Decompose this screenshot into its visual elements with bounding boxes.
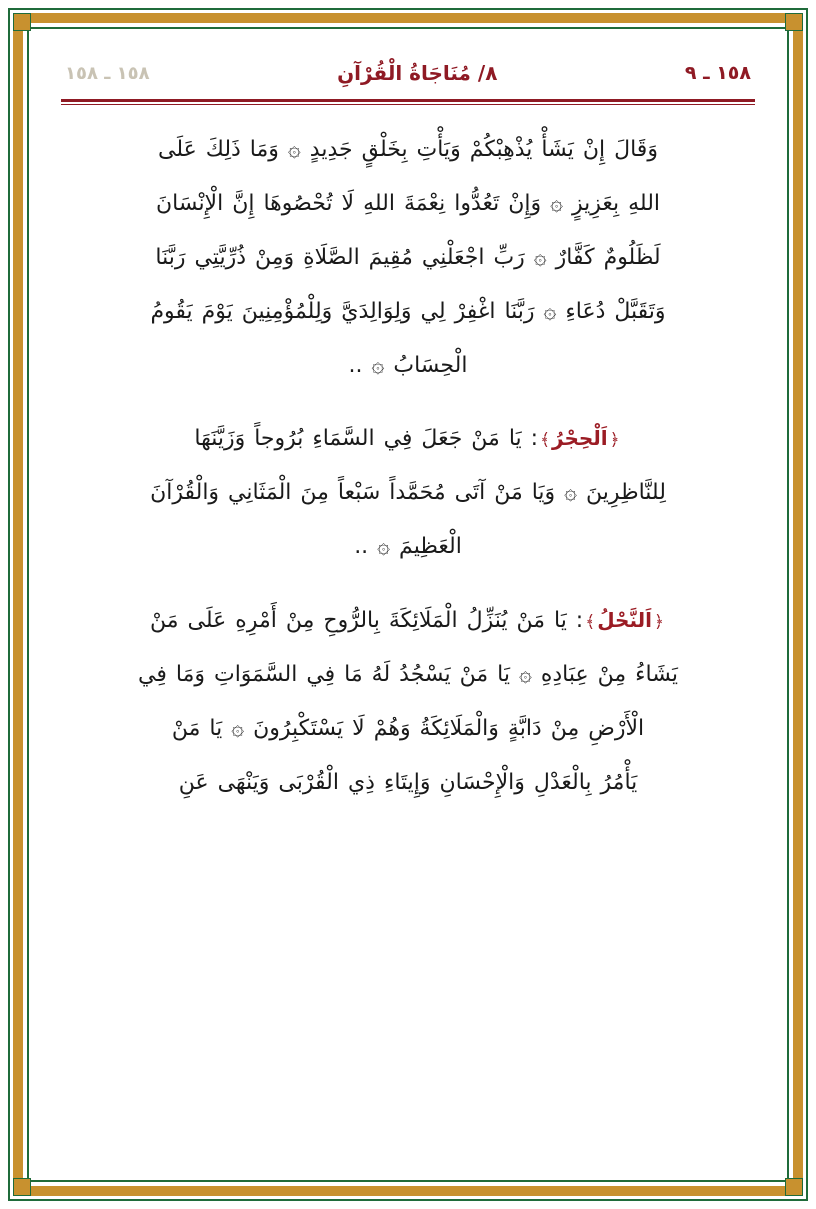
border-corner-top-left (13, 13, 31, 31)
ornament-tag-close: ﴾ (540, 430, 551, 451)
page-content (33, 33, 783, 1176)
text-line-with-surah-tag: ﴿اَلنَّحْلُ﴾: يَا مَنْ يُنَزِّلُ الْمَلَائِكَةَ بِالرُّوحِ مِنْ أَمْرِهِ عَلَى مَنْ (150, 608, 664, 634)
ornament-tag-open: ﴿ (609, 430, 620, 451)
text-line: وَتَقَبَّلْ دُعَاءِ ۞ رَبَّنَا اغْفِرْ لِي وَلِوَالِدَيَّ وَلِلْمُؤْمِنِينَ يَوْمَ يَقُومُ (150, 298, 666, 324)
page-title: ٨/ مُنَاجَاةُ الْقُرْآنِ (337, 61, 498, 85)
surah-tag-nahl: اَلنَّحْلُ (597, 608, 652, 633)
document-body (59, 123, 757, 810)
text-line: يَشَاءُ مِنْ عِبَادِهِ ۞ يَا مَنْ يَسْجُدُ لَهُ مَا فِي السَّمَوَاتِ وَمَا فِي (138, 662, 678, 688)
text-line: الْحِسَابُ ۞ .. (348, 352, 468, 378)
page-header (59, 55, 757, 93)
block-spacer (59, 392, 757, 412)
text-line: اللهِ بِعَزِيزٍ ۞ وَإِنْ تَعُدُّوا نِعْمَةَ اللهِ لَا تُحْصُوهَا إِنَّ الْإِنْسَانَ (155, 190, 661, 216)
border-corner-bottom-left (13, 1178, 31, 1196)
header-divider-thin (61, 104, 755, 105)
page-number-watermark: ١٥٨ ـ ١٥٨ (65, 62, 150, 84)
text-line: لِلنَّاظِرِينَ ۞ وَيَا مَنْ آتَى مُحَمَّداً سَبْعاً مِنَ الْمَثَانِي وَالْقُرْآنَ (150, 480, 666, 506)
text-line-with-surah-tag: ﴿اَلْحِجْرُ﴾: يَا مَنْ جَعَلَ فِي السَّمَاءِ بُرُوجاً وَزَيَّنَهَا (194, 426, 620, 452)
ornament-tag-close: ﴾ (585, 612, 596, 633)
border-corner-top-right (785, 13, 803, 31)
header-divider-thick (61, 99, 755, 102)
text-line: يَا مَنْ يُنَزِّلُ الْمَلَائِكَةَ بِالرُّوحِ مِنْ أَمْرِهِ عَلَى مَنْ (150, 608, 567, 634)
text-line: لَظَلُومٌ كَفَّارٌ ۞ رَبِّ اجْعَلْنِي مُقِيمَ الصَّلَاةِ وَمِنْ ذُرِّيَّتِي رَبَّنَا (155, 244, 661, 270)
text-line: وَقَالَ إِنْ يَشَأْ يُذْهِبْكُمْ وَيَأْتِ بِخَلْقٍ جَدِيدٍ ۞ وَمَا ذَلِكَ عَلَى (158, 137, 658, 162)
ornament-tag-open: ﴿ (653, 612, 664, 633)
page-number: ١٥٨ ـ ٩ (684, 62, 751, 84)
block-spacer (59, 574, 757, 594)
text-line: الْعَظِيمَ ۞ .. (354, 534, 462, 560)
text-block-ibrahim (59, 123, 757, 392)
text-line: يَأْمُرُ بِالْعَدْلِ وَالْإِحْسَانِ وَإِيتَاءِ ذِي الْقُرْبَى وَيَنْهَى عَنِ (178, 769, 638, 795)
border-corner-bottom-right (785, 1178, 803, 1196)
text-line: يَا مَنْ جَعَلَ فِي السَّمَاءِ بُرُوجاً وَزَيَّنَهَا (194, 426, 522, 452)
text-line: الْأَرْضِ مِنْ دَابَّةٍ وَالْمَلَائِكَةُ وَهُمْ لَا يَسْتَكْبِرُونَ ۞ يَا مَنْ (171, 715, 645, 741)
text-block-hijr (59, 412, 757, 574)
surah-tag-hijr: اَلْحِجْرُ (552, 426, 608, 451)
text-block-nahl (59, 594, 757, 810)
